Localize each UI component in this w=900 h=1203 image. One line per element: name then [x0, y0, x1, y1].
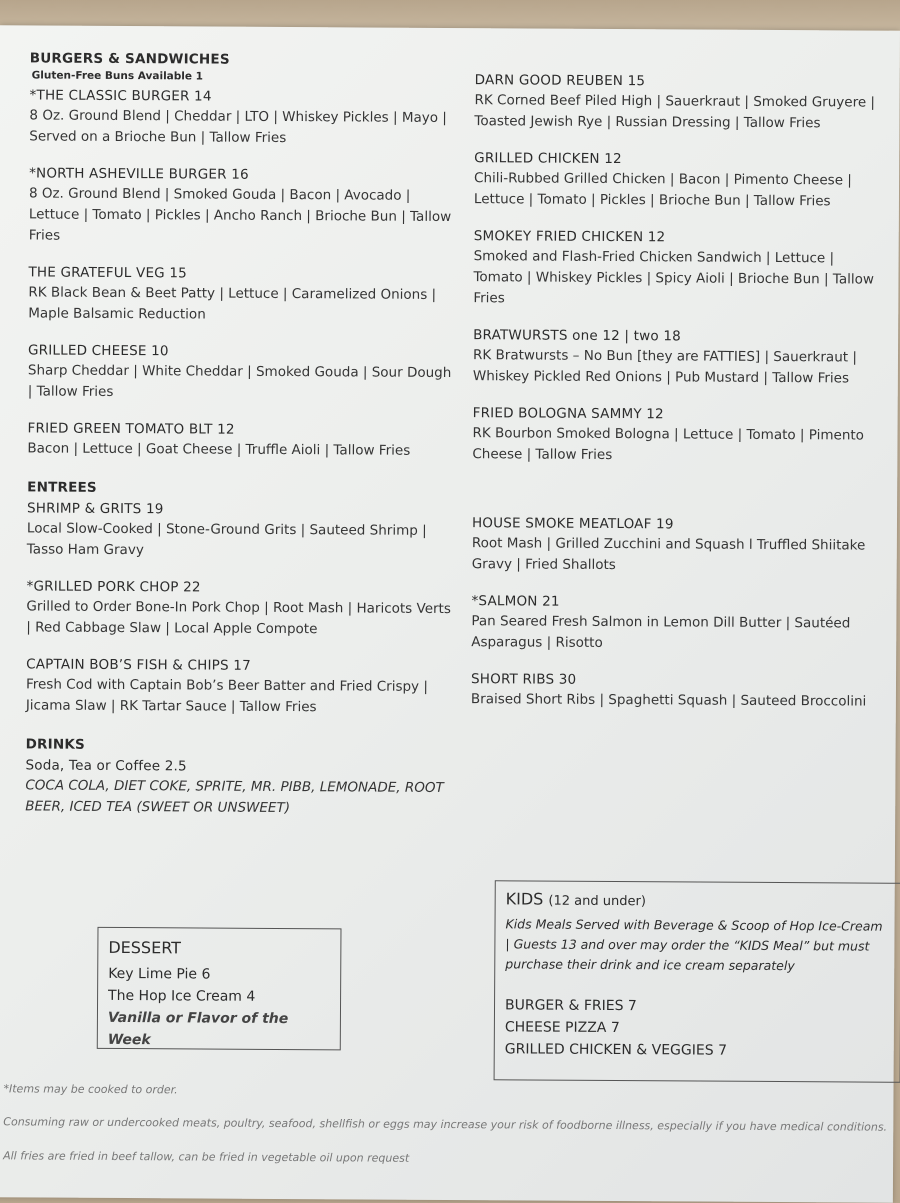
item-description: Sharp Cheddar | White Cheddar | Smoked Gouda | Sour Dough | Tallow Fries — [27, 362, 452, 400]
right-column — [471, 70, 880, 728]
item-name: GRILLED CHEESE 10 — [27, 342, 169, 360]
item-description: Smoked and Flash-Fried Chicken Sandwich | Lettuce | Tomato | Whiskey Pickles | Spicy Aioli | Brioche Bun | Tallow Fries — [473, 248, 874, 307]
item-name: BRATWURSTS one 12 | two 18 — [473, 327, 681, 345]
dessert-flavor: Vanilla or Flavor of the Week — [107, 1009, 289, 1049]
entrees-section — [26, 479, 452, 719]
menu-item — [473, 226, 878, 311]
burgers-section — [27, 50, 454, 462]
kids-note: Kids Meals Served with Beverage & Scoop of Hop Ice-Cream | Guests 13 and over may order the “KIDS Meal” but must purchase their drink and ice cream separately — [505, 916, 883, 974]
section-title-burgers: BURGERS & SANDWICHES — [29, 50, 230, 68]
kids-box — [494, 880, 900, 1082]
menu-item — [472, 513, 877, 577]
item-description: Local Slow-Cooked | Stone-Ground Grits | Sauteed Shrimp | Tasso Ham Gravy — [26, 520, 427, 559]
item-name: GRILLED CHICKEN 12 — [474, 150, 622, 168]
item-description: RK Corned Beef Piled High | Sauerkraut | Smoked Gruyere | Toasted Jewish Rye | Russian Dressing | Tallow Fries — [474, 92, 876, 132]
menu-item — [472, 403, 877, 467]
kids-item: BURGER & FRIES 7 — [504, 997, 637, 1015]
menu-item — [473, 325, 878, 389]
menu-sheet — [0, 25, 900, 1202]
menu-item — [27, 498, 452, 563]
item-name: *SALMON 21 — [471, 593, 560, 610]
menu-item — [28, 262, 453, 327]
menu-item — [474, 148, 879, 212]
item-name: FRIED GREEN TOMATO BLT 12 — [27, 420, 235, 438]
item-description: RK Bourbon Smoked Bologna | Lettuce | Tomato | Pimento Cheese | Tallow Fries — [472, 425, 865, 463]
item-description: Pan Seared Fresh Salmon in Lemon Dill Butter | Sautéed Asparagus | Risotto — [471, 613, 851, 651]
section-title-drinks: DRINKS — [25, 736, 85, 753]
footnote-raw-warning: Consuming raw or undercooked meats, poultry, seafood, shellfish or eggs may increase your risk of foodborne illness, especially if you have medical conditions. — [3, 1115, 888, 1134]
menu-item — [25, 755, 450, 820]
menu-item — [474, 70, 879, 134]
kids-title — [506, 889, 891, 910]
item-description: Fresh Cod with Captain Bob’s Beer Batter and Fried Crispy | Jicama Slaw | RK Tartar Sauce | Tallow Fries — [25, 676, 428, 716]
item-description: Root Mash | Grilled Zucchini and Squash l Truffled Shiitake Gravy | Fried Shallots — [471, 535, 866, 574]
item-name: Soda, Tea or Coffee 2.5 — [25, 757, 187, 775]
dessert-item: The Hop Ice Cream 4 — [108, 987, 256, 1005]
item-description: 8 Oz. Ground Blend | Smoked Gouda | Bacon | Avocado | Lettuce | Tomato | Pickles | Ancho Ranch | Brioche Bun | Tallow Fries — [28, 185, 452, 244]
item-description: Bacon | Lettuce | Goat Cheese | Truffle Aioli | Tallow Fries — [27, 440, 411, 459]
dessert-box — [97, 927, 342, 1050]
menu-item — [471, 591, 876, 655]
menu-item — [26, 576, 451, 641]
menu-item — [26, 654, 451, 719]
item-name: SHORT RIBS 30 — [470, 671, 577, 688]
footnote-tallow-fries: All fries are fried in beef tallow, can be fried in vegetable oil upon request — [3, 1149, 410, 1165]
menu-item — [29, 163, 454, 249]
item-name: *GRILLED PORK CHOP 22 — [26, 578, 201, 596]
item-name: CAPTAIN BOB’S FISH & CHIPS 17 — [26, 656, 251, 674]
menu-item — [29, 85, 454, 150]
kids-age-range: (12 and under) — [548, 893, 646, 910]
item-name: *NORTH ASHEVILLE BURGER 16 — [29, 165, 249, 183]
item-name: SMOKEY FRIED CHICKEN 12 — [473, 228, 666, 246]
item-description: RK Bratwursts – No Bun [they are FATTIES] | Sauerkraut | Whiskey Pickled Red Onions | Pub Mustard | Tallow Fries — [472, 347, 857, 387]
dessert-item: Key Lime Pie 6 — [108, 965, 211, 983]
item-name: FRIED BOLOGNA SAMMY 12 — [472, 405, 664, 423]
gluten-free-note: Gluten-Free Buns Available 1 — [31, 69, 204, 83]
item-name: DARN GOOD REUBEN 15 — [474, 72, 646, 90]
item-name: THE GRATEFUL VEG 15 — [28, 264, 187, 282]
menu-item — [28, 340, 453, 405]
left-column — [25, 50, 455, 836]
footnote-cooked-to-order: *Items may be cooked to order. — [3, 1082, 178, 1097]
item-description: Braised Short Ribs | Spaghetti Squash | Sauteed Broccolini — [470, 691, 867, 710]
menu-item — [27, 418, 452, 462]
section-title-entrees: ENTREES — [27, 479, 97, 496]
item-name: SHRIMP & GRITS 19 — [27, 500, 164, 518]
item-name: *THE CLASSIC BURGER 14 — [29, 87, 212, 105]
dessert-title: DESSERT — [108, 937, 182, 958]
kids-item: GRILLED CHICKEN & VEGGIES 7 — [504, 1041, 728, 1059]
item-description: Chili-Rubbed Grilled Chicken | Bacon | Pimento Cheese | Lettuce | Tomato | Pickles | Brioche Bun | Tallow Fries — [473, 170, 852, 210]
item-description: Grilled to Order Bone-In Pork Chop | Root Mash | Haricots Verts | Red Cabbage Slaw | Local Apple Compote — [26, 598, 451, 638]
drinks-section — [25, 736, 450, 820]
drinks-list: COCA COLA, DIET COKE, SPRITE, MR. PIBB, LEMONADE, ROOT BEER, ICED TEA (SWEET OR UNSWEET) — [25, 777, 444, 817]
menu-item — [471, 669, 876, 712]
kids-title-label: KIDS — [505, 889, 544, 909]
item-description: RK Black Bean & Beet Patty | Lettuce | Caramelized Onions | Maple Balsamic Reduction — [28, 284, 437, 323]
item-name: HOUSE SMOKE MEATLOAF 19 — [471, 515, 674, 533]
kids-item: CHEESE PIZZA 7 — [504, 1019, 620, 1037]
item-description: 8 Oz. Ground Blend | Cheddar | LTO | Whiskey Pickles | Mayo | Served on a Brioche Bun | Tallow Fries — [29, 107, 447, 147]
